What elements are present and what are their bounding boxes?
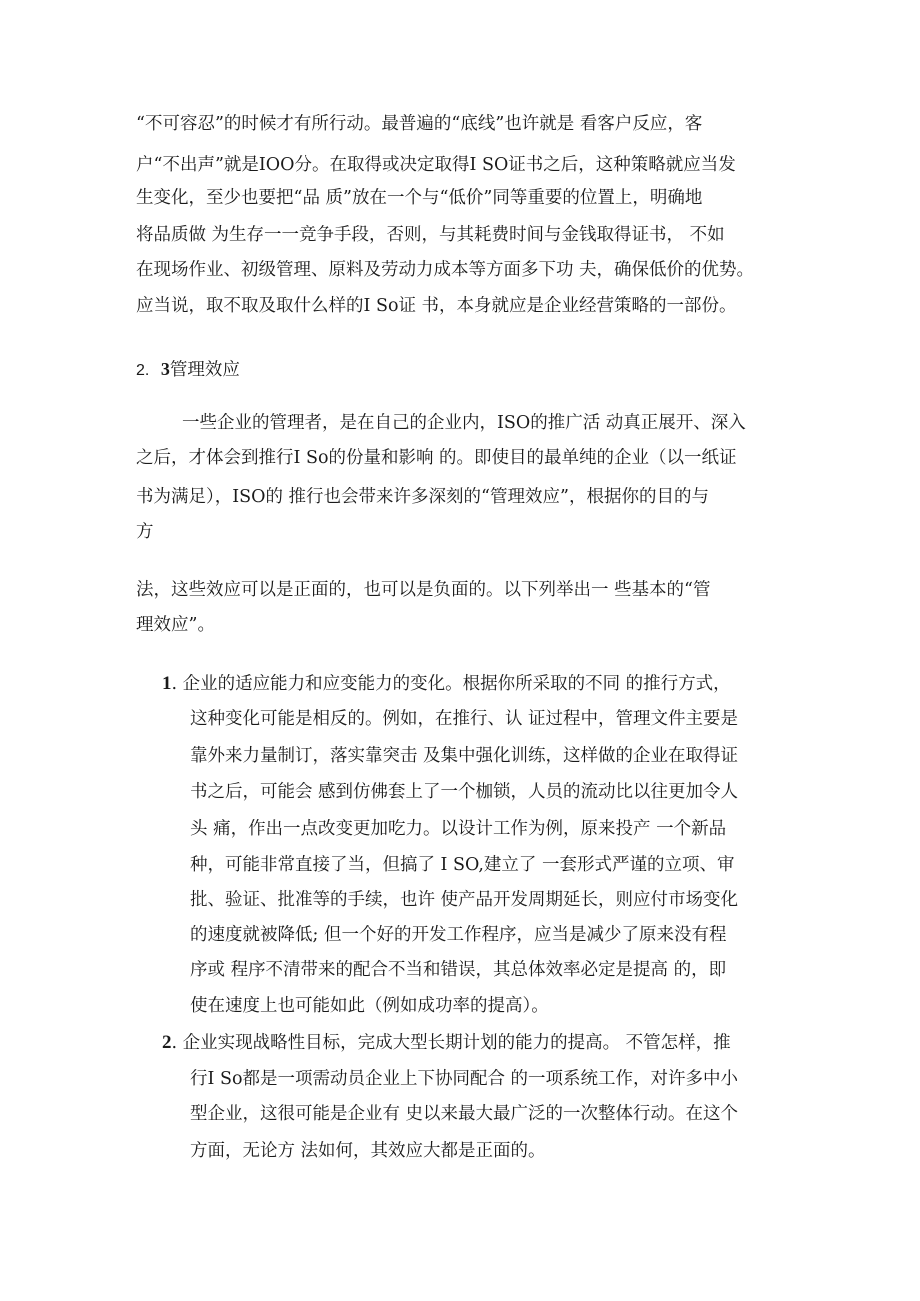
text-line: 方面，无论方 法如何，其效应大都是正面的。: [190, 1141, 546, 1161]
text-line: 的速度就被降低; 但一个好的开发工作程序，应当是减少了原来没有程: [190, 925, 727, 945]
text-line: 种，可能非常直接了当，但搞了 I SO,建立了 一套形式严谨的立项、审: [190, 855, 735, 875]
text-line: 在现场作业、初级管理、原料及劳动力成本等方面多下功 夫，确保低价的优势。: [136, 260, 755, 280]
text-line: . 企业实现战略性目标，完成大型长期计划的能力的提高。 不管怎样，推: [171, 1033, 731, 1053]
text-line: 型企业，这很可能是企业有 史以来最大最广泛的一次整体行动。在这个: [190, 1104, 739, 1124]
text-line: 一些企业的管理者，是在自己的企业内，ISO的推广活 动真正展开、深入: [182, 413, 746, 433]
text-line: 应当说，取不取及取什么样的I So证 书，本身就应是企业经营策略的一部份。: [136, 296, 737, 316]
section-heading: [136, 357, 240, 383]
text-line: 书为满足），ISO的 推行也会带来许多深刻的“管理效应”，根据你的目的与: [136, 487, 709, 507]
text-line: 书之后，可能会 感到仿佛套上了一个枷锁，人员的流动比以往更加令人: [190, 782, 739, 802]
text-line: 这种变化可能是相反的。例如，在推行、认 证过程中，管理文件主要是: [190, 709, 739, 729]
text-line: 理效应”。: [136, 615, 215, 635]
text-line: “不可容忍”的时候才有所行动。最普遍的“底线”也许就是 看客户反应，客: [136, 114, 703, 134]
text-line: 头 痛，作出一点改变更加吃力。以设计工作为例，原来投产 一个新品: [190, 819, 727, 839]
text-line: 使在速度上也可能如此（例如成功率的提高）。: [190, 996, 549, 1016]
list-item-first-line: [162, 672, 731, 696]
text-line: 批、验证、批准等的手续，也许 使产品开发周期延长，则应付市场变化: [190, 890, 739, 910]
text-line: 之后，才体会到推行I So的份量和影响 的。即使目的最单纯的企业（以一纸证: [136, 448, 737, 468]
text-line: 将品质做 为生存一一竞争手段，否则，与其耗费时间与金钱取得证书， 不如: [136, 225, 725, 245]
list-number: 2: [162, 1032, 172, 1053]
text-line: 生变化，至少也要把“品 质”放在一个与“低价”同等重要的位置上，明确地: [136, 188, 703, 208]
text-line: . 企业的适应能力和应变能力的变化。根据你所采取的不同 的推行方式，: [171, 674, 731, 694]
section-number: 2.: [136, 362, 150, 379]
section-number-bold: 3: [160, 359, 170, 379]
list-item-first-line: [162, 1031, 731, 1055]
text-line: 行I So都是一项需动员企业上下协同配合 的一项系统工作，对许多中小: [190, 1069, 739, 1089]
section-title: 管理效应: [169, 360, 240, 380]
text-line: 靠外来力量制订，落实靠突击 及集中强化训练，这样做的企业在取得证: [190, 746, 739, 766]
text-line: 方: [136, 522, 154, 542]
list-number: 1: [162, 673, 172, 694]
text-line: 法，这些效应可以是正面的，也可以是负面的。以下列举出一 些基本的“管: [136, 580, 711, 600]
text-line: 序或 程序不清带来的配合不当和错误，其总体效率必定是提高 的，即: [190, 960, 727, 980]
text-line: 户“不出声”就是IOO分。在取得或决定取得I SO证书之后，这种策略就应当发: [136, 155, 736, 175]
